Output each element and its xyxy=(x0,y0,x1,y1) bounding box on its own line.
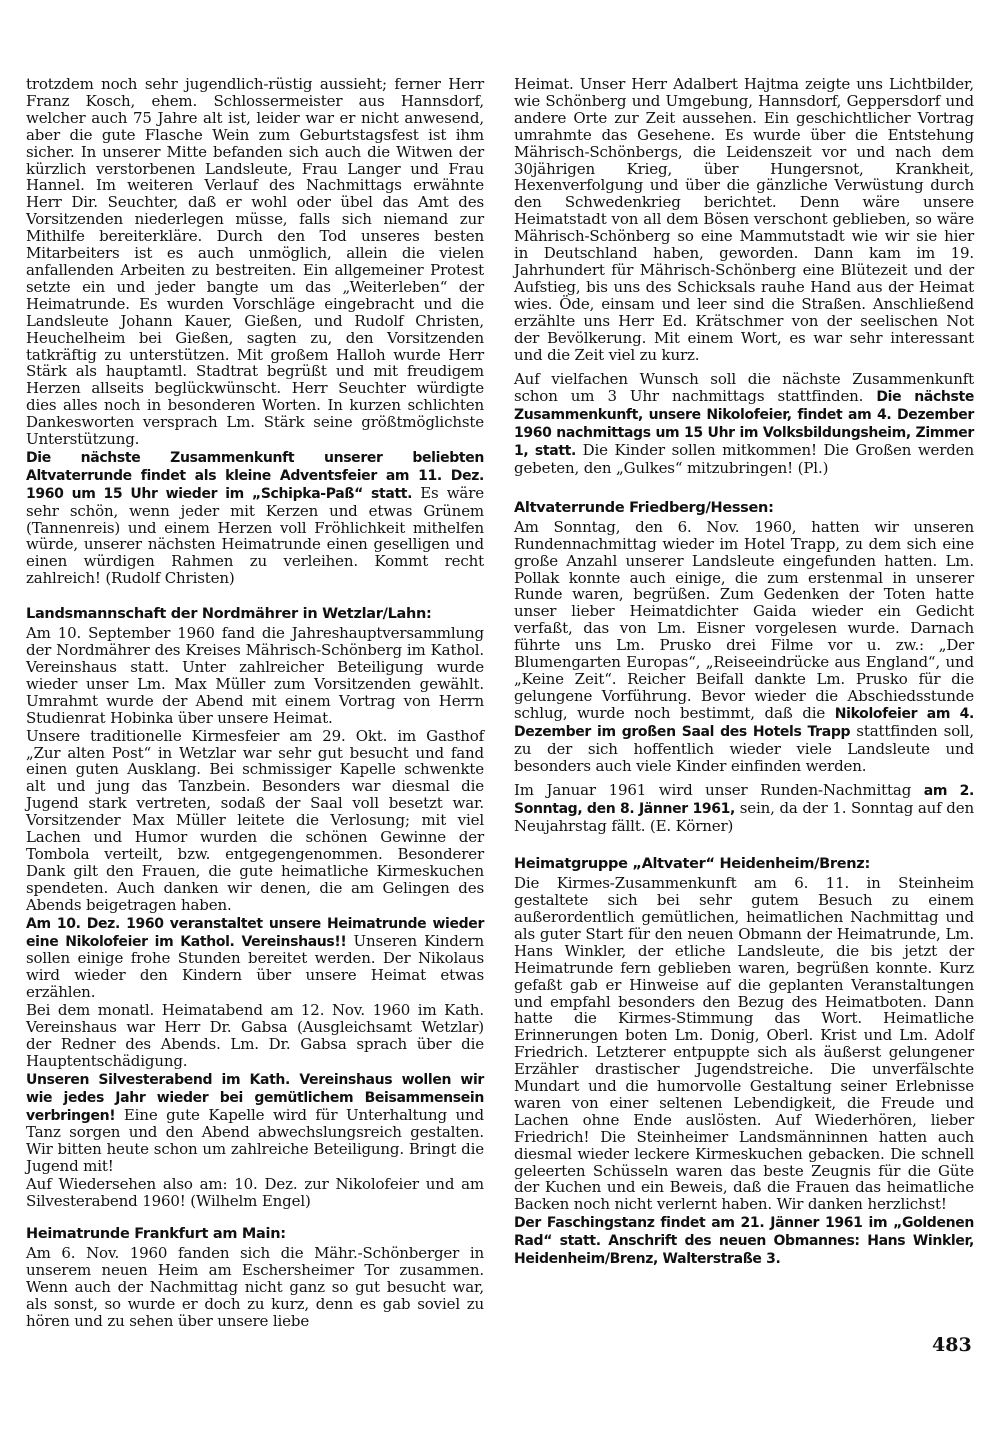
paragraph: Bei dem monatl. Heimatabend am 12. Nov. 1960 im Kath. Vereinshaus war Herr Dr. Gabsa (Ausgleichsamt Wetzlar) der Redner des Abends. Lm. Dr. Gabsa sprach über die Hauptentschädigung. xyxy=(26,1001,484,1070)
paragraph-text: stattfinden soll, zu der sich hoffentlich wieder viele Landsleute und besonders auch viele Kinder einfinden werden. xyxy=(514,721,974,775)
section-heading-heidenheim: Heimatgruppe „Altvater“ Heidenheim/Brenz: xyxy=(514,856,870,873)
paragraph xyxy=(514,519,974,775)
announcement-bold: Der Faschingstanz findet am 21. Jänner 1961 im „Goldenen Rad“ statt. Anschrift des neuen Obmannes: Hans Winkler, Heidenheim/Brenz, Walterstraße 3. xyxy=(514,1215,974,1268)
page-number: 483 xyxy=(932,1334,972,1356)
paragraph xyxy=(514,1214,974,1268)
announcement-bold: Die nächste Zusammenkunft, unsere Nikolofeier, findet am 4. Dezember 1960 nachmittags um 15 Uhr im Volksbildungsheim, Zimmer 1, statt. xyxy=(514,389,974,460)
announcement-bold: Nikolofeier am 4. Dezember im großen Saal des Hotels Trapp xyxy=(514,705,974,740)
announcement-bold: Unseren Silvesterabend im Kath. Vereinshaus wollen wir wie jedes Jahr wieder bei gemütlichem Beisammensein verbringen! xyxy=(26,1071,484,1124)
paragraph xyxy=(26,1071,484,1175)
announcement-bold: Die nächste Zusammenkunft unserer beliebten Altvaterrunde findet als kleine Adventsfeier am 11. Dez. 1960 um 15 Uhr wieder im „Schipka-Paß“ statt. xyxy=(26,449,484,502)
paragraph-text: Unseren Kindern sollen einige frohe Stunden bereitet werden. Der Nikolaus wird wieder den Kindern über unsere Heimat etwas erzählen. xyxy=(26,931,484,1002)
paragraph: Unsere traditionelle Kirmesfeier am 29. Okt. im Gasthof „Zur alten Post“ in Wetzlar war sehr gut besucht und fand einen guten Ausklang. Bei schmissiger Kapelle schwenkte alt und jung das Tanzbein. Besonders war diesmal die Jugend stark vertreten, sodaß der Saal voll besetzt war. Vorsitzender Max Müller leitete die Verlosung; mit viel Lachen und Humor wurden die schönen Gewinne der Tombola verteilt, bzw. entgegengenommen. Besonderer Dank gilt den Frauen, die gute heimatliche Kirmeskuchen spendeten. Auch danken wir denen, die am Gelingen des Abends beigetragen haben. xyxy=(26,726,484,914)
paragraph-text: sein, da der 1. Sonntag auf den Neujahrstag fällt. (E. Körner) xyxy=(514,799,974,836)
section-heading-friedberg: Altvaterrunde Friedberg/Hessen: xyxy=(514,499,774,516)
left-column xyxy=(26,76,484,1330)
paragraph xyxy=(514,371,974,476)
paragraph-text: Die Kinder sollen mitkommen! Die Großen werden gebeten, den „Gulkes“ mitzubringen! (Pl.) xyxy=(514,441,974,477)
paragraph-text: Eine gute Kapelle wird für Unterhaltung und Tanz sorgen und den Abend abwechslungsreich gestalten. Wir bitten heute schon um zahlreiche Beteiligung. Bringt die Jugend mit! xyxy=(26,1105,484,1176)
paragraph-text: Es wäre sehr schön, wenn jeder mit Kerzen und etwas Grünem (Tannenreis) und einem Herzen voll Fröhlichkeit mithelfen würde, unserer nächsten Heimatrunde einen geselligen und einen würdigen Rahmen zu verleihen. Kommt recht zahlreich! (Rudolf Christen) xyxy=(26,483,484,588)
section-heading-frankfurt: Heimatrunde Frankfurt am Main: xyxy=(26,1226,286,1242)
paragraph: Auf Wiedersehen also am: 10. Dez. zur Nikolofeier und am Silvesterabend 1960! (Wilhelm Engel) xyxy=(26,1175,484,1211)
paragraph-text: Am Sonntag, den 6. Nov. 1960, hatten wir unseren Rundennachmittag wieder im Hotel Trapp, zu dem sich eine große Anzahl unserer Landsleute eingefunden hatten. Lm. Pollak konnte auch einige, die zum erstenmal in unserer Runde waren, begrüßen. Zum Gedenken der Toten hatte unser lieber Heimatdichter Gaida wieder ein Gedicht verfaßt, das von Lm. Eisner vorgelesen wurde. Darnach führte uns Lm. Prusko drei Filme vor u. zw.: „Der Blumengarten Europas“, „Reiseeindrücke aus England“, und „Keine Zeit“. Reicher Beifall dankte Lm. Prusko für die gelungene Vorführung. Bevor wieder die Abschiedsstunde schlug, wurde noch bestimmt, daß die xyxy=(514,517,974,722)
paragraph xyxy=(26,449,484,587)
paragraph: trotzdem noch sehr jugendlich-rüstig aussieht; ferner Herr Franz Kosch, ehem. Schlossermeister aus Hannsdorf, welcher auch 75 Jahre alt ist, leider war er nicht anwesend, aber die gute Flasche Wein zum Geburtstagsfest ist ihm sicher. In unserer Mitte befanden sich auch die Witwen der kürzlich verstorbenen Landsleute, Frau Langer und Frau Hannel. Im weiteren Verlauf des Nachmittags erwähnte Herr Dir. Seuchter, daß er wohl oder übel das Amt des Vorsitzenden niederlegen müsse, falls sich niemand zur Mithilfe bereiterkläre. Durch den Tod unseres besten Mitarbeiters ist es auch unmöglich, allein die vielen anfallenden Arbeiten zu bestreiten. Ein allgemeiner Protest setzte ein und jeder bangte um das „Weiterleben“ der Heimatrunde. Es wurden Vorschläge eingebracht und die Landsleute Johann Kauer, Gießen, und Rudolf Christen, Heuchelheim bei Gießen, sagten zu, den Vorsitzenden tatkräftig zu unterstützen. Mit großem Halloh wurde Herr Stärk als hauptamtl. Stadtrat begrüßt und mit freudigem Herzen allseits beglückwünscht. Herr Seuchter würdigte dies alles noch in besonderen Worten. In kurzen schlichten Dankesworten versprach Lm. Stärk seine größtmöglichste Unterstützung. xyxy=(26,75,484,449)
right-column xyxy=(514,76,974,1268)
paragraph: Am 10. September 1960 fand die Jahreshauptversammlung der Nordmährer des Kreises Mährisch-Schönberg im Kathol. Vereinshaus statt. Unter zahlreicher Beteiligung wurde wieder unser Lm. Max Müller zum Vorsitzenden gewählt. Umrahmt wurde der Abend mit einem Vortrag von Herrn Studienrat Hobinka über unsere Heimat. xyxy=(26,624,484,727)
section-heading-wetzlar: Landsmannschaft der Nordmährer in Wetzlar/Lahn: xyxy=(26,606,432,623)
paragraph: Am 6. Nov. 1960 fanden sich die Mähr.-Schönberger in unserem neuen Heim am Eschersheimer Tor zusammen. Wenn auch der Nachmittag nicht ganz so gut besucht war, als sonst, so wurde er doch zu kurz, denn es gab soviel zu hören und zu sehen über unsere liebe xyxy=(26,1244,484,1330)
announcement-bold: Am 10. Dez. 1960 veranstaltet unsere Heimatrunde wieder eine Nikolofeier im Kathol. Vereinshaus!! xyxy=(26,915,484,950)
paragraph: Heimat. Unser Herr Adalbert Hajtma zeigte uns Lichtbilder, wie Schönberg und Umgebung, Hannsdorf, Geppersdorf und andere Orte zur Zeit aussehen. Ein geschichtlicher Vortrag umrahmte das Gesehene. Es wurde über die Entstehung Mährisch-Schönbergs, die Leidenszeit vor und nach dem 30jährigen Krieg, über Hungersnot, Krankheit, Hexenverfolgung und über die gänzliche Verwüstung durch den Schwedenkrieg berichtet. Denn wäre unsere Heimatstadt von all dem Bösen verschont geblieben, so wäre Mährisch-Schönberg so eine Mammutstadt wie wir sie hier in Deutschland haben, geworden. Dann kam im 19. Jahrhundert für Mährisch-Schönberg eine Blütezeit und der Aufstieg, bis uns des Schicksals rauhe Hand aus der Heimat wies. Öde, einsam und leer sind die Straßen. Anschließend erzählte uns Herr Ed. Krätschmer von der seelischen Not der Bevölkerung. Mit einem Wort, es war sehr interessant und die Zeit viel zu kurz. xyxy=(514,75,974,364)
paragraph-text: Im Januar 1961 wird unser Runden-Nachmittag xyxy=(514,781,924,800)
announcement-bold: am 2. Sonntag, den 8. Jänner 1961, xyxy=(514,783,974,818)
paragraph-text: Auf vielfachen Wunsch soll die nächste Zusammenkunft schon um 3 Uhr nachmittags stattfinden. xyxy=(514,370,974,406)
paragraph xyxy=(26,915,484,1002)
paragraph: Die Kirmes-Zusammenkunft am 6. 11. in Steinheim gestaltete sich bei sehr gutem Besuch zu einem außerordentlich gemütlichen, heimatlichen Nachmittag und als guter Start für den neuen Obmann der Heimatrunde, Lm. Hans Winkler, der etliche Landsleute, die bis jetzt der Heimatrunde fern geblieben waren, begrüßen konnte. Kurz gefaßt gab er Hinweise auf die geplanten Veranstaltungen und empfahl besonders den Bezug des Heimatboten. Dann hatte die Kirmes-Stimmung das Wort. Heimatliche Erinnerungen boten Lm. Donig, Oberl. Krist und Lm. Adolf Friedrich. Letzterer entpuppte sich als äußerst gelungener Erzähler drastischer Jugendstreiche. Die unverfälschte Mundart und die humorvolle Gestaltung seiner Erlebnisse waren von einer seltenen Lebendigkeit, die Freude und Lachen ohne Ende auslösten. Auf Wiederhören, lieber Friedrich! Die Steinheimer Landsmänninnen hatten auch diesmal wieder leckere Kirmeskuchen gebacken. Die schnell geleerten Schüsseln waren das beste Zeugnis für die Güte der Kuchen und ein Beweis, daß die Frauen das heimatliche Backen noch nicht verlernt haben. Wir danken herzlichst! xyxy=(514,874,974,1214)
paragraph xyxy=(514,782,974,835)
